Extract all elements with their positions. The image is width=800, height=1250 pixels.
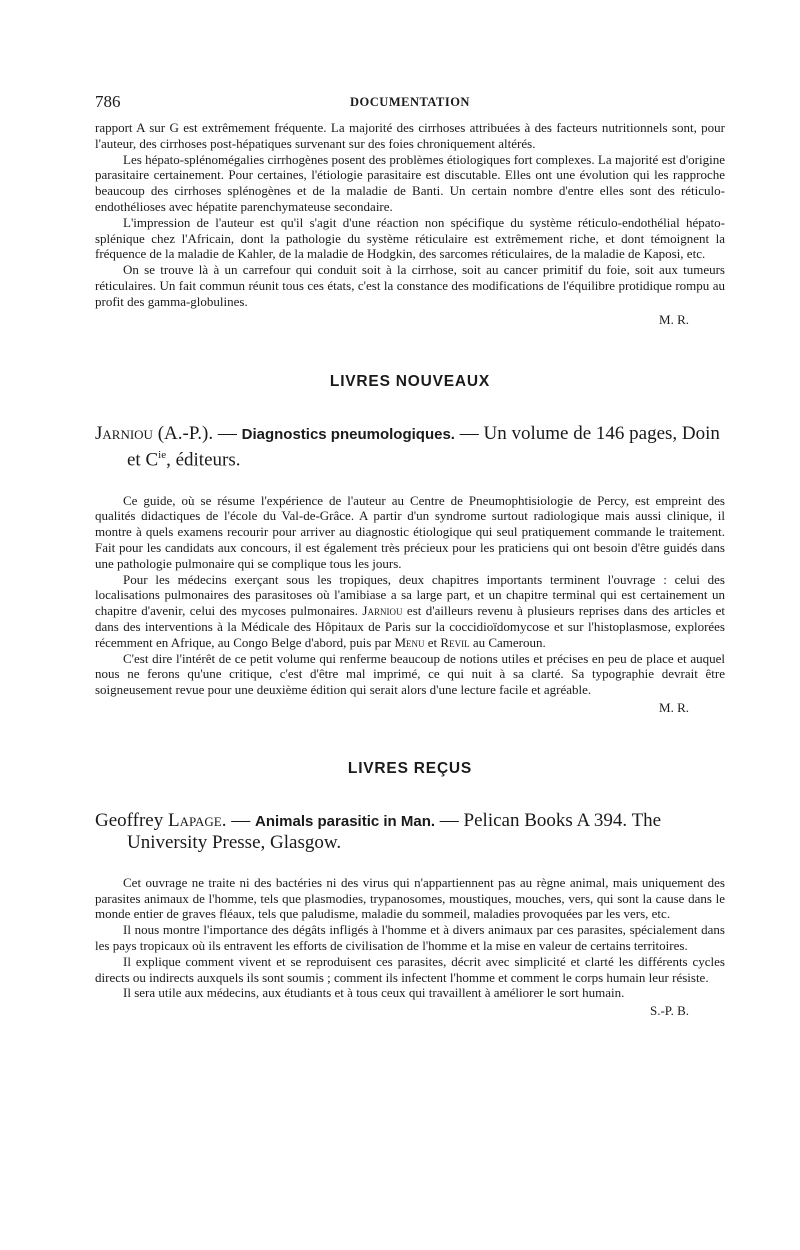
paragraph: Il nous montre l'importance des dégâts infligés à l'homme et à divers animaux par ces parasites, spécialement dans les pays tropicaux où ils entravent les efforts de civilisation de l'homme et la mise en valeur de certains territoires. xyxy=(95,922,725,954)
intro-text xyxy=(95,120,725,327)
book-publisher-sup: ie xyxy=(158,449,167,462)
book-title: Diagnostics pneumologiques. xyxy=(241,426,455,444)
paragraph: Il explique comment vivent et se reproduisent ces parasites, décrit avec simplicité et clarté les différents cycles directs ou indirects auxquels ils sont soumis ; comment ils infectent l'homme et comment le corps humain leur résiste. xyxy=(95,953,725,985)
book-initials: (A.-P.). — xyxy=(152,423,242,445)
author-ref: Jarniou xyxy=(362,603,403,619)
book-author: Jarniou xyxy=(95,423,153,445)
section-heading-livres-nouveaux: LIVRES NOUVEAUX xyxy=(329,373,491,391)
section-heading-livres-recus: LIVRES REÇUS xyxy=(347,759,473,777)
review-lapage xyxy=(95,875,725,1019)
paragraph: Il sera utile aux médecins, aux étudiants et à tous ceux qui travaillent à améliorer le sort humain. xyxy=(123,985,625,1001)
book-entry-lapage: Geoffrey Lapage. — Animals parasitic in Man. — Pelican Books A 394. The University Presse, Glasgow. xyxy=(95,809,662,853)
signature: M. R. xyxy=(659,700,689,716)
signature: S.-P. B. xyxy=(649,1003,689,1019)
book-author: Lapage xyxy=(167,809,222,831)
signature: M. R. xyxy=(659,311,689,327)
book-title: Animals parasitic in Man. xyxy=(254,812,436,830)
paragraph: Ce guide, où se résume l'expérience de l'auteur au Centre de Pneumophtisiologie de Percy, est empreint des qualités didactiques de l'école du Val-de-Grâce. A partir d'un syndrome surtout radiologique mais aussi clinique, il montre à quels examens recourir pour arriver au diagnostic étiologique qui seul pratiquement commande le traitement. Fait pour les candidats aux concours, il est également très précieux pour les praticiens qui ont besoin d'être guidés dans une pathologie pulmonaire qui se complique tous les jours. xyxy=(95,492,725,571)
document-page xyxy=(95,92,725,1019)
paragraph: L'impression de l'auteur est qu'il s'agit d'une réaction non spécifique du système réticulo-endothélial hépato-splénique chez l'Africain, dont la pathologie du système réticulaire est extrêmement riche, et dont témoignent la fréquence de la maladie de Kahler, de la maladie de Hodgkin, des sarcomes réticulaires, de la maladie de Kaposi, etc. xyxy=(95,214,725,262)
book-entry-jarniou xyxy=(95,423,725,470)
book-publisher: — Un volume de 146 pages, Doin et C xyxy=(127,423,720,471)
book-author-first: Geoffrey xyxy=(95,809,168,831)
page-number: 786 xyxy=(95,92,121,111)
page-header xyxy=(95,92,725,118)
book-publisher-end: , éditeurs. xyxy=(166,449,241,471)
paragraph: On se trouve là à un carrefour qui conduit soit à la cirrhose, soit au cancer primitif du foie, soit aux tumeurs réticulaires. Un fait commun réunit tous ces états, c'est la constance des modifications de l'équilibre protidique rompu au profit des gamma-globulines. xyxy=(95,262,725,309)
paragraph: Cet ouvrage ne traite ni des bactéries ni des virus qui n'appartiennent pas au règne animal, mais uniquement des parasites animaux de l'homme, tels que plasmodies, trypanosomes, moustiques, mouches, vers, qui sont la cause dans le monde entier de graves fléaux, tels que paludisme, maladie du sommeil, maladies provoquées par les vers, etc. xyxy=(95,874,725,922)
running-title: DOCUMENTATION xyxy=(350,95,470,109)
review-jarniou xyxy=(95,493,725,716)
paragraph: Pour les médecins exerçant sous les tropiques, deux chapitres importants terminent l'ouvrage : celui des localisations pulmonaires des parasitoses où l'amibiase a sa large part, et un chapitre terminal qui est certainement un chapitre d'avenir, celui des mycoses pulmonaires. Jarniou est d'ailleurs revenu à plusieurs reprises dans des articles et dans des interventions à la Médicale des Hôpitaux de Paris sur la coccidioïdomycose et sur l'histoplasmose, explorées récemment en Afrique, au Congo Belge d'abord, puis par Menu et Revil au Cameroun. xyxy=(95,571,725,650)
paragraph: C'est dire l'intérêt de ce petit volume qui renferme beaucoup de notions utiles et précises en peu de place et auquel nous ne ferons qu'une critique, c'est d'être mal imprimé, ce qui nuit à sa clarté. Sa typographie devrait être soigneusement revue pour une deuxième édition qui serait alors d'une lecture facile et agréable. xyxy=(95,650,725,698)
author-ref: Revil xyxy=(440,634,470,650)
book-publisher: — Pelican Books A 394. The University Presse, Glasgow. xyxy=(127,809,662,853)
paragraph: Les hépato-splénomégalies cirrhogènes posent des problèmes étiologiques fort complexes. La majorité est d'origine parasitaire certainement. Pour certaines, l'étiologie parasitaire est discutable. Elles ont une évolution qui les rapproche beaucoup des cirrhoses splénogènes et de la maladie de Banti. Un certain nombre d'entre elles sont des réticulo-endothélioses avec hépatite parenchymateuse secondaire. xyxy=(95,151,725,214)
author-ref: Menu xyxy=(394,634,425,650)
paragraph: rapport A sur G est extrêmement fréquente. La majorité des cirrhoses attribuées à des facteurs nutritionnels sont, pour l'auteur, des cirrhoses post-hépatiques survenant sur des foies chroniquement altérés. xyxy=(95,120,725,151)
